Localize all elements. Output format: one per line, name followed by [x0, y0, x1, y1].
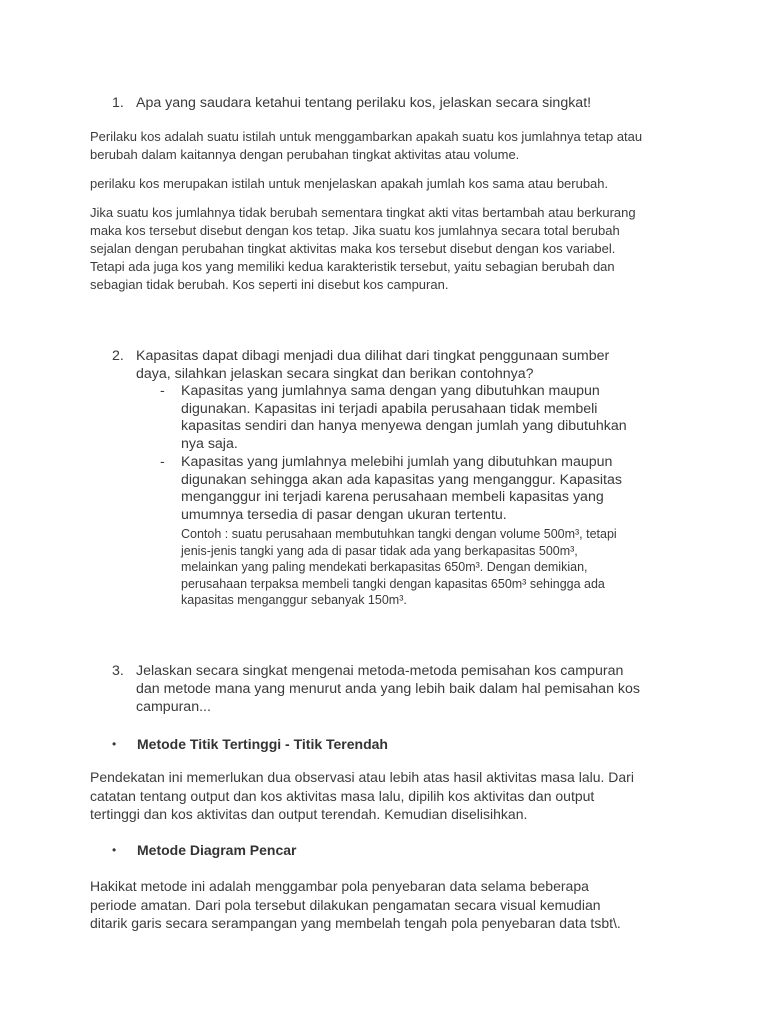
- text-line: jenis-jenis tangki yang ada di pasar tidak ada yang berkapasitas 500m³,: [181, 543, 578, 558]
- text-line: dan metode mana yang menurut anda yang lebih baik dalam hal pemisahan kos: [136, 681, 640, 697]
- text-line: berubah dalam kaitannya dengan perubahan tingkat aktivitas atau volume.: [90, 147, 520, 162]
- text-line: sejalan dengan perubahan tingkat aktivitas maka kos tersebut disebut dengan kos variabel.: [90, 241, 616, 256]
- text-line: Jelaskan secara singkat mengenai metoda-metoda pemisahan kos campuran: [136, 663, 624, 679]
- question-2-number: 2.: [112, 348, 124, 364]
- dash-marker: -: [160, 454, 165, 470]
- text-line: catatan tentang output dan kos aktivitas masa lalu, dipilih kos aktivitas dan output: [90, 787, 595, 804]
- text-line: kapasitas menganggur sebanyak 150m³.: [181, 593, 407, 607]
- answer-2-item-1: [0, 383, 768, 458]
- text-line: tertinggi dan kos aktivitas dan output terendah. Kemudian diselisihkan.: [90, 806, 528, 822]
- question-1-number: 1.: [112, 95, 124, 111]
- text-line: Kapasitas dapat dibagi menjadi dua dilihat dari tingkat penggunaan sumber: [136, 348, 610, 364]
- text-line: Perilaku kos adalah suatu istilah untuk menggambarkan apakah suatu kos jumlahnya tetap atau: [90, 129, 643, 144]
- method-2-heading: [0, 841, 768, 861]
- bullet-icon: •: [112, 843, 117, 857]
- text-line: melainkan yang paling mendekati berkapasitas 650m³. Dengan demikian,: [181, 560, 588, 574]
- text-line: kapasitas sendiri dan hanya menyewa dengan jumlah yang dibutuhkan: [181, 418, 627, 434]
- answer-1-paragraph-1: [90, 128, 710, 164]
- text-line: umumnya tersedia di pasar dengan ukuran tertentu.: [181, 506, 507, 523]
- example-text: [181, 526, 681, 609]
- method-1-heading: [0, 735, 768, 755]
- text-line: digunakan sehingga akan ada kapasitas yang menganggur. Kapasitas: [181, 471, 622, 488]
- text-line: sebagian tidak berubah. Kos seperti ini disebut kos campuran.: [90, 277, 449, 292]
- question-2-text: [136, 347, 696, 383]
- text-line: Contoh : suatu perusahaan membutuhkan tangki dengan volume 500m³, tetapi: [181, 527, 617, 541]
- answer-1-paragraph-2: [90, 175, 710, 193]
- text-line: daya, silahkan jelaskan secara singkat dan berikan contohnya?: [136, 366, 534, 382]
- text-line: Pendekatan ini memerlukan dua observasi atau lebih atas hasil aktivitas masa lalu. Dari: [90, 769, 634, 785]
- text-line: Kapasitas yang jumlahnya sama dengan yang dibutuhkan maupun: [181, 383, 600, 399]
- text-line: menganggur ini terjadi karena perusahaan membeli kapasitas yang: [181, 489, 604, 505]
- question-3-text: [136, 662, 696, 716]
- text-line: perusahaan terpaksa membeli tangki dengan kapasitas 650m³ sehingga ada: [181, 576, 605, 591]
- question-2: [0, 347, 768, 387]
- text-line: Jika suatu kos jumlahnya tidak berubah sementara tingkat akti vitas bertambah atau berkurang: [90, 205, 636, 220]
- text-line: ditarik garis secara serampangan yang membelah tengah pola penyebaran data tsbt\.: [90, 915, 621, 931]
- item-1-text: [181, 383, 681, 453]
- item-2-text: [181, 454, 681, 524]
- text-line: perilaku kos merupakan istilah untuk menjelaskan apakah jumlah kos sama atau berubah.: [90, 176, 609, 191]
- answer-2-item-2: [0, 454, 768, 529]
- text-line: periode amatan. Dari pola tersebut dilakukan pengamatan secara visual kemudian: [90, 896, 601, 913]
- text-line: campuran...: [136, 699, 211, 715]
- text-line: maka kos tersebut disebut dengan kos tetap. Jika suatu kos jumlahnya secara total berubah: [90, 223, 620, 238]
- method-2-title: Metode Diagram Pencar: [137, 842, 297, 858]
- text-line: digunakan. Kapasitas ini terjadi apabila perusahaan tidak membeli: [181, 400, 598, 417]
- question-3-number: 3.: [112, 663, 124, 679]
- answer-2-example: [0, 526, 768, 616]
- method-2-description: [90, 877, 730, 933]
- text-line: Tetapi ada juga kos yang memiliki kedua karakteristik tersebut, yaitu sebagian berubah dan: [90, 259, 615, 274]
- method-1-description: [90, 768, 730, 824]
- answer-1-paragraph-3: [90, 204, 710, 294]
- question-1-text: Apa yang saudara ketahui tentang perilaku kos, jelaskan secara singkat!: [136, 95, 592, 111]
- text-line: nya saja.: [181, 435, 238, 452]
- question-3: [0, 662, 768, 720]
- dash-marker: -: [160, 383, 165, 399]
- text-line: Kapasitas yang jumlahnya melebihi jumlah yang dibutuhkan maupun: [181, 454, 613, 470]
- method-1-title: Metode Titik Tertinggi - Titik Terendah: [137, 736, 388, 752]
- text-line: Hakikat metode ini adalah menggambar pola penyebaran data selama beberapa: [90, 878, 589, 894]
- bullet-icon: •: [112, 737, 117, 751]
